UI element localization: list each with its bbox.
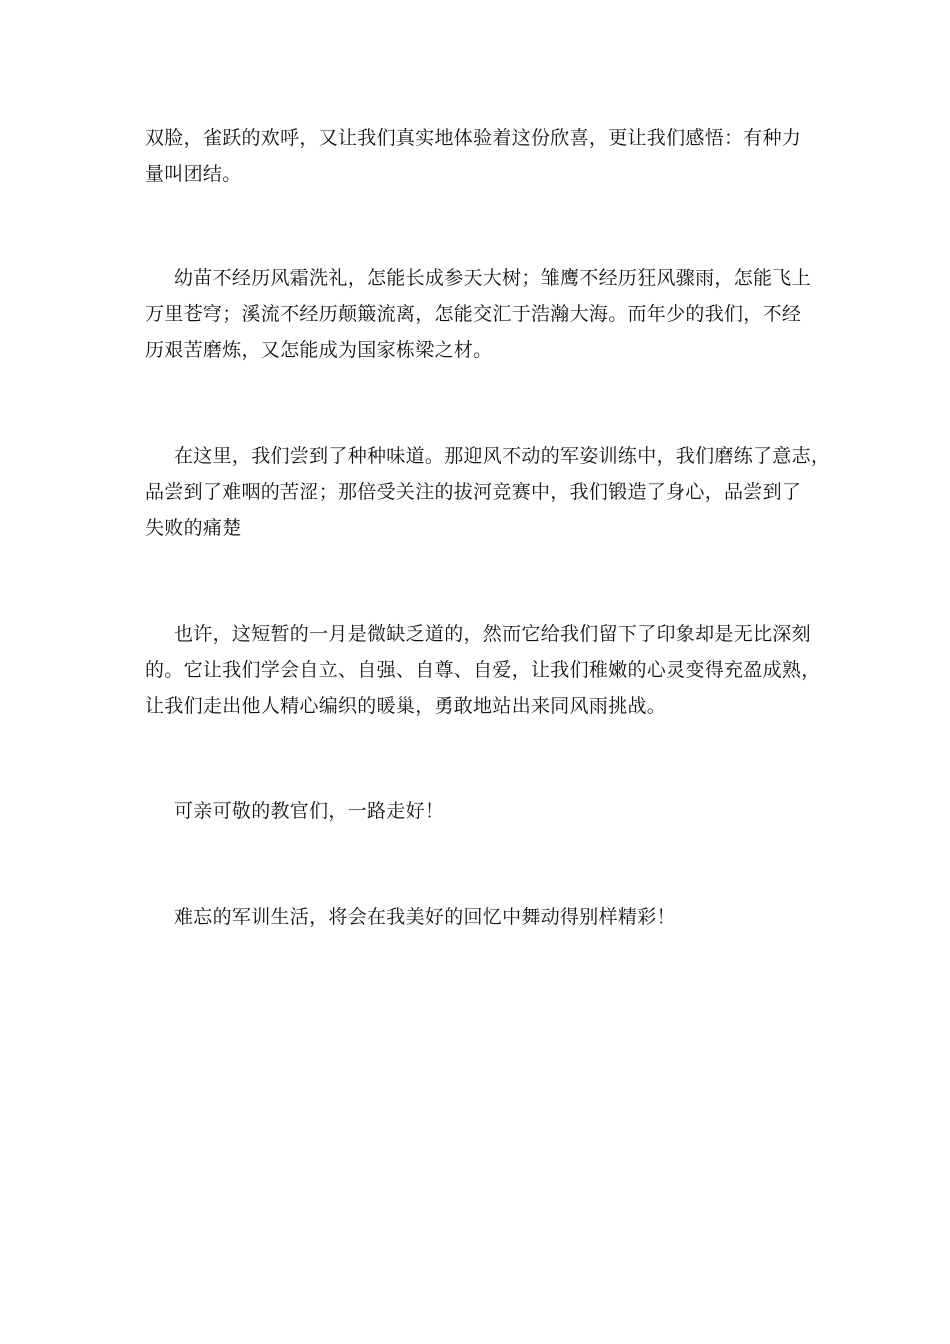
paragraph-1	[145, 120, 810, 192]
paragraph-5	[145, 793, 810, 829]
paragraph-line: 在这里，我们尝到了种种味道。那迎风不动的军姿训练中，我们磨练了意志，	[174, 445, 831, 467]
paragraph-4	[145, 616, 821, 724]
paragraph-line: 让我们走出他人精心编织的暖巢，勇敢地站出来同风雨挑战。	[145, 695, 667, 717]
paragraph-line: 万里苍穹；溪流不经历颠簸流离，怎能交汇于浩瀚大海。而年少的我们，不经	[145, 303, 802, 325]
paragraph-line: 历艰苦磨炼，又怎能成为国家栋梁之材。	[145, 339, 493, 361]
paragraph-line: 幼苗不经历风霜洗礼，怎能长成参天大树；雏鹰不经历狂风骤雨，怎能飞上	[174, 267, 811, 289]
paragraph-line: 难忘的军训生活，将会在我美好的回忆中舞动得别样精彩！	[174, 906, 676, 928]
paragraph-line: 失败的痛楚	[145, 517, 242, 539]
paragraph-line: 的。它让我们学会自立、自强、自尊、自爱，让我们稚嫩的心灵变得充盈成熟，	[145, 659, 821, 681]
paragraph-3	[145, 438, 831, 546]
paragraph-6	[145, 899, 810, 935]
paragraph-2	[145, 260, 810, 368]
paragraph-line: 可亲可敬的教官们，一路走好！	[174, 800, 445, 822]
paragraph-line: 也许，这短暂的一月是微缺乏道的，然而它给我们留下了印象却是无比深刻	[174, 623, 811, 645]
paragraph-line: 量叫团结。	[145, 163, 242, 185]
paragraph-line: 双脸，雀跃的欢呼，又让我们真实地体验着这份欣喜，更让我们感悟：有种力	[145, 127, 802, 149]
paragraph-line: 品尝到了难咽的苦涩；那倍受关注的拔河竞赛中，我们锻造了身心，品尝到了	[145, 481, 802, 503]
